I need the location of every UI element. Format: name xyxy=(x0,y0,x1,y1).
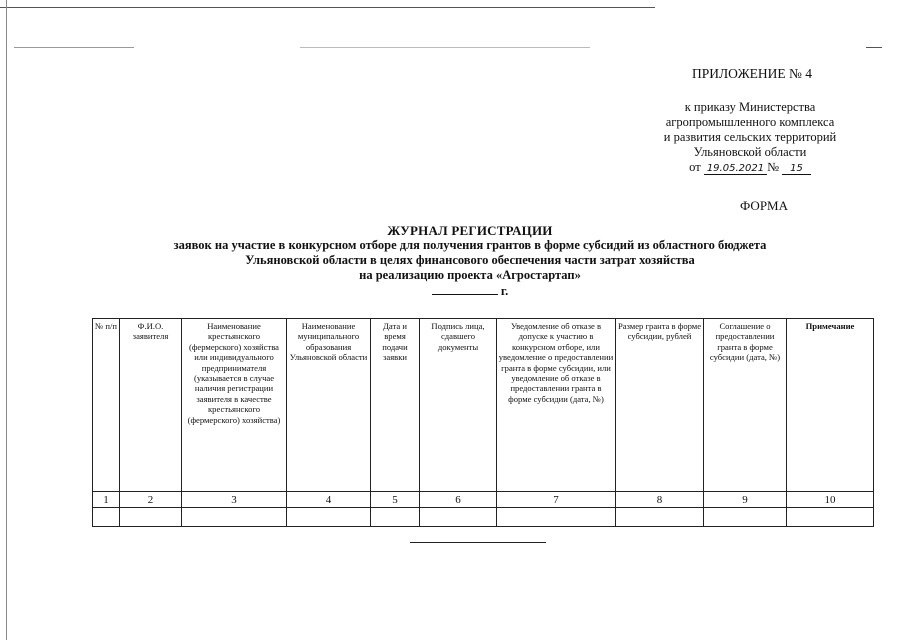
end-of-form-rule xyxy=(410,542,546,543)
scan-edge-top xyxy=(0,7,655,8)
header-cell-municipality: Наименование муниципального образования Ульяновской области xyxy=(287,319,371,492)
form-label: ФОРМА xyxy=(740,198,788,213)
column-number: 4 xyxy=(287,492,371,508)
empty-cell xyxy=(616,508,704,527)
column-number: 8 xyxy=(616,492,704,508)
journal-subtitle-line: на реализацию проекта «Агростартап» xyxy=(359,268,581,282)
appendix-label: ПРИЛОЖЕНИЕ № 4 xyxy=(692,66,813,81)
header-cell-applicant: Ф.И.О. заявителя xyxy=(120,319,182,492)
scan-edge-left xyxy=(6,0,7,640)
empty-cell xyxy=(420,508,497,527)
journal-subtitle-line: заявок на участие в конкурсном отборе для получения грантов в форме субсидий из областного бюджета xyxy=(173,238,767,252)
year-blank xyxy=(432,283,498,295)
empty-cell xyxy=(120,508,182,527)
empty-cell xyxy=(182,508,287,527)
order-number-label: № xyxy=(767,160,780,174)
column-number: 1 xyxy=(93,492,120,508)
header-cell-notification: Уведомление об отказе в допуске к участию в конкурсном отборе, или уведомление о предоставлении гранта в форме субсидии, или уведомление об отказе в предоставлении гранта в форме субсидии (дата, №) xyxy=(497,319,616,492)
order-reference xyxy=(640,100,860,176)
journal-title-block xyxy=(90,223,850,299)
table-column-number-row xyxy=(93,492,874,508)
journal-subtitle-line: Ульяновской области в целях финансового обеспечения части затрат хозяйства xyxy=(245,253,695,267)
empty-cell xyxy=(704,508,787,527)
year-line-row xyxy=(90,283,850,299)
order-line: к приказу Министерства xyxy=(684,100,816,114)
order-number-handwritten: 15 xyxy=(782,163,811,175)
column-number: 7 xyxy=(497,492,616,508)
empty-cell xyxy=(787,508,874,527)
journal-title: ЖУРНАЛ РЕГИСТРАЦИИ xyxy=(387,223,553,238)
header-cell-signature: Подпись лица, сдавшего документы xyxy=(420,319,497,492)
table-header-row xyxy=(93,319,874,492)
header-cell-agreement: Соглашение о предоставлении гранта в форме субсидии (дата, №) xyxy=(704,319,787,492)
table-row-empty xyxy=(93,508,874,527)
year-suffix: г. xyxy=(500,284,509,298)
header-cell-grant-amount: Размер гранта в форме субсидии, рублей xyxy=(616,319,704,492)
header-cell-number: № п/п xyxy=(93,319,120,492)
registration-journal-table xyxy=(92,318,874,527)
order-date-handwritten: 19.05.2021 xyxy=(704,163,767,175)
column-number: 3 xyxy=(182,492,287,508)
scan-mark-right xyxy=(866,47,882,48)
order-prefix: от xyxy=(689,160,701,174)
column-number: 10 xyxy=(787,492,874,508)
header-cell-date-time: Дата и время подачи заявки xyxy=(371,319,420,492)
header-cell-note: Примечание xyxy=(787,319,874,492)
empty-cell xyxy=(93,508,120,527)
column-number: 2 xyxy=(120,492,182,508)
column-number: 5 xyxy=(371,492,420,508)
header-cell-farm-name: Наименование крестьянского (фермерского) хозяйства или индивидуального предпринимателя (указывается в случае наличия регистрации заявителя в качестве крестьянского (фермерского) хозяйства) xyxy=(182,319,287,492)
empty-cell xyxy=(287,508,371,527)
scan-mark-top-2 xyxy=(300,47,590,48)
scan-mark-top xyxy=(14,47,134,48)
order-line: Ульяновской области xyxy=(693,145,807,159)
column-number: 6 xyxy=(420,492,497,508)
order-line: и развития сельских территорий xyxy=(663,130,837,144)
column-number: 9 xyxy=(704,492,787,508)
empty-cell xyxy=(371,508,420,527)
order-date-row xyxy=(640,160,860,176)
empty-cell xyxy=(497,508,616,527)
order-line: агропромышленного комплекса xyxy=(665,115,835,129)
